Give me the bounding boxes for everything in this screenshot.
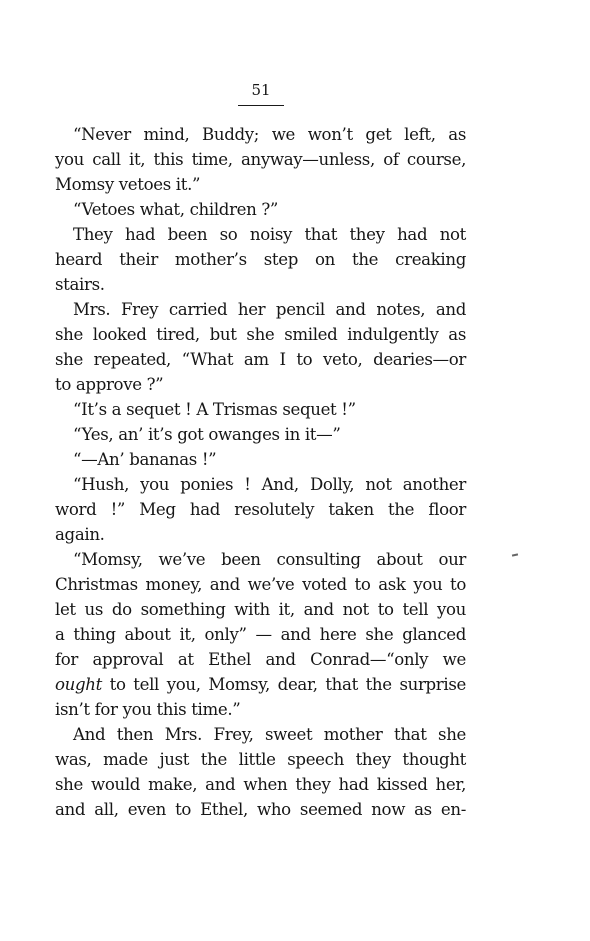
emphasized-word: ought [55,675,102,694]
text-line: a thing about it, only” — and here she glanced [55,625,466,644]
text-line: let us do something with it, and not to tell you [55,600,466,619]
text-line: “Vetoes what, children ?” [73,200,279,219]
text-line: isn’t for you this time.” [55,700,241,719]
text-line: stairs. [55,275,105,294]
text-line: Mrs. Frey carried her pencil and notes, and [73,300,466,319]
text-line: Christmas money, and we’ve voted to ask you to [55,575,466,594]
text-line: she would make, and when they had kissed her, [55,775,466,794]
text-line: “Momsy, we’ve been consulting about our [73,550,466,569]
text-line: And then Mrs. Frey, sweet mother that she [73,725,466,744]
margin-mark [512,553,518,556]
text-line [55,672,466,697]
text-line: “It’s a sequet ! A Trismas sequet !” [73,400,356,419]
text-line: again. [55,525,105,544]
text-line: They had been so noisy that they had not [73,225,466,244]
text-line: for approval at Ethel and Conrad—“only we [55,650,466,669]
text-line: Momsy vetoes it.” [55,175,201,194]
text-line: and all, even to Ethel, who seemed now as en- [55,800,466,819]
text-line: you call it, this time, anyway—unless, of course, [55,150,466,169]
text-line: “Yes, an’ it’s got owanges in it—” [73,425,341,444]
text-line: heard their mother’s step on the creaking [55,250,466,269]
text-line: she repeated, “What am I to veto, dearies—or [55,350,466,369]
text-line: “—An’ bananas !” [73,450,217,469]
body-text [55,122,466,822]
text-line: was, made just the little speech they thought [55,750,466,769]
text-line: “Never mind, Buddy; we won’t get left, as [73,125,466,144]
text-line: she looked tired, but she smiled indulgently as [55,325,466,344]
page-number-rule [238,105,284,106]
text-line: to approve ?” [55,375,164,394]
text-segment: to tell you, Momsy, dear, that the surprise [101,675,466,694]
page-number: 51 [251,81,271,99]
text-line: “Hush, you ponies ! And, Dolly, not another [73,475,466,494]
text-line: word !” Meg had resolutely taken the floor [55,500,466,519]
